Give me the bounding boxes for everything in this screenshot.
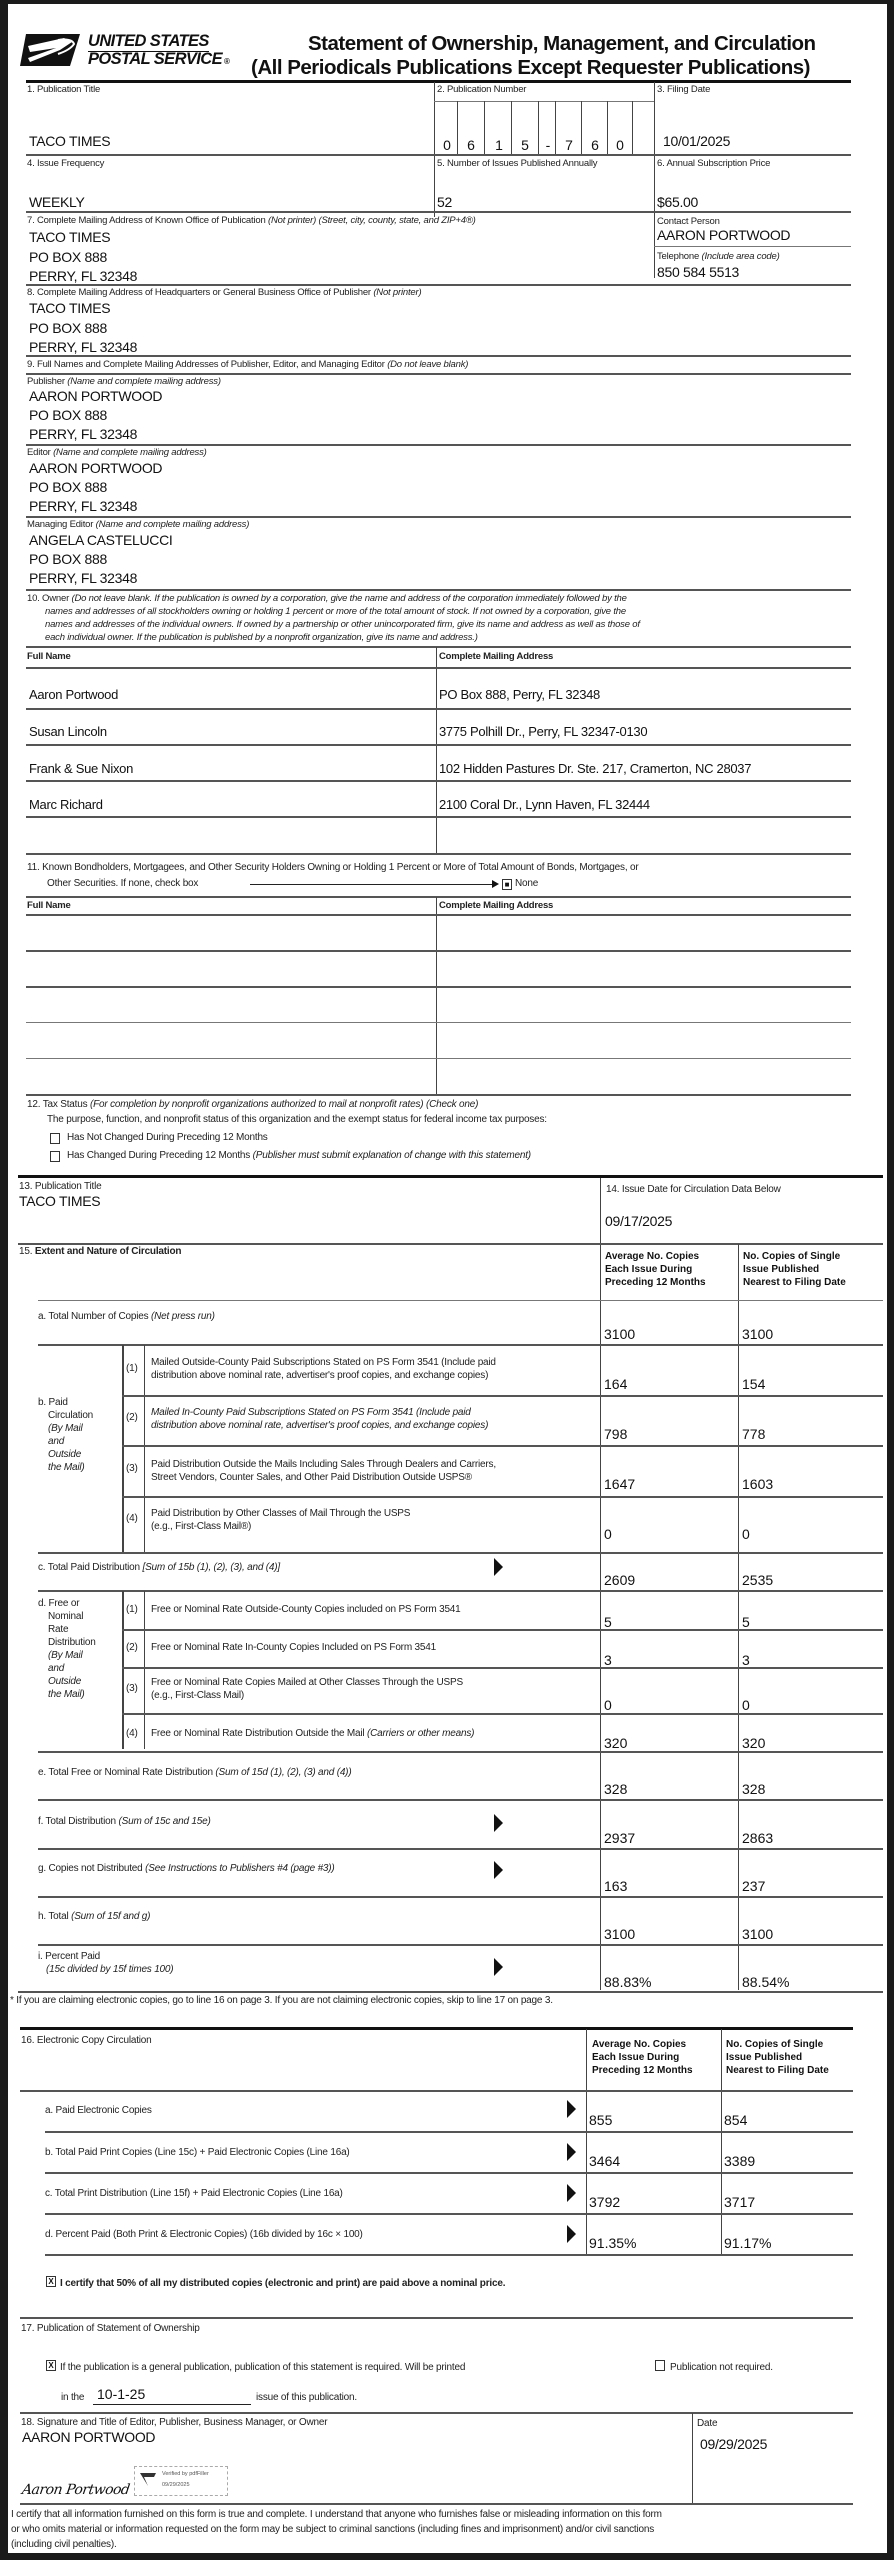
- s16d-avg: 91.35%: [589, 2235, 637, 2251]
- arrow-right-icon: [494, 1558, 503, 1576]
- divider: [26, 444, 851, 446]
- 15f-avg: 2937: [604, 1830, 636, 1846]
- digit-divider: [632, 101, 633, 154]
- logo-text-line1: UNITED STATES: [88, 32, 209, 50]
- not-required-label: Publication not required.: [670, 2362, 773, 2373]
- divider: [20, 2090, 853, 2092]
- digit-divider: [581, 101, 582, 154]
- date-value: 09/29/2025: [700, 2436, 768, 2452]
- divider: [26, 1094, 851, 1096]
- divider: [26, 780, 851, 782]
- s16a-single: 854: [724, 2112, 748, 2128]
- contact-value: AARON PORTWOOD: [657, 227, 791, 243]
- 15d-group-label: d. Free or Nominal Rate Distribution (By Mail and Outside the Mail): [38, 1598, 96, 1700]
- divider: [586, 2029, 587, 2256]
- 15b2-num: (2): [126, 1412, 138, 1423]
- divider: [38, 1590, 883, 1592]
- f5-value: 52: [437, 194, 452, 210]
- divider: [26, 154, 851, 156]
- divider: [738, 1244, 739, 1990]
- s16b-avg: 3464: [589, 2153, 621, 2169]
- none-checkbox[interactable]: ■: [502, 879, 512, 890]
- 15d2-text: Free or Nominal Rate In-County Copies Included on PS Form 3541: [151, 1642, 436, 1653]
- row-15i-label: i. Percent Paid (15c divided by 15f times 100): [38, 1951, 174, 1975]
- s14-label: 14. Issue Date for Circulation Data Below: [606, 1184, 781, 1195]
- arrow-right-icon: [567, 2143, 576, 2161]
- divider: [38, 1896, 883, 1898]
- f7-line: PERRY, FL 32348: [29, 268, 138, 284]
- 15h-single: 3100: [742, 1926, 774, 1942]
- publisher-label: Publisher (Name and complete mailing address): [27, 376, 221, 387]
- owner-instructions: each individual owner. If the publication is published by a nonprofit organization, give its name and address.): [45, 632, 478, 643]
- pub-digit: 6: [467, 137, 475, 153]
- owner-address: 2100 Coral Dr., Lynn Haven, FL 32444: [439, 797, 650, 812]
- digit-divider: [511, 101, 512, 154]
- divider: [26, 373, 851, 375]
- f8-line: PO BOX 888: [29, 320, 107, 336]
- divider: [654, 82, 655, 278]
- editor-label: Editor (Name and complete mailing address): [27, 447, 207, 458]
- divider: [20, 2317, 853, 2319]
- bond-col-address: Complete Mailing Address: [439, 900, 554, 911]
- row-15a-label: a. Total Number of Copies (Net press run): [38, 1311, 215, 1322]
- pub-digit: 0: [616, 137, 624, 153]
- divider: [38, 1944, 883, 1946]
- owner-col-name: Full Name: [27, 651, 71, 662]
- date-label: Date: [697, 2418, 718, 2429]
- s16-col-single-header: No. Copies of Single Issue Published Nearest to Filing Date: [726, 2039, 829, 2076]
- section-rule: [18, 1175, 883, 1178]
- arrow-right-icon: [567, 2100, 576, 2118]
- 15b2-avg: 798: [604, 1426, 628, 1442]
- divider: [38, 1344, 883, 1346]
- 15i-single: 88.54%: [742, 1974, 790, 1990]
- divider: [20, 2503, 853, 2505]
- 15b2-single: 778: [742, 1426, 766, 1442]
- f3-value: 10/01/2025: [663, 133, 731, 149]
- 15a-single: 3100: [742, 1326, 774, 1342]
- divider: [26, 816, 851, 818]
- electronic-footnote: * If you are claiming electronic copies, go to line 16 on page 3. If you are not claiming electronic copies, skip to line 17 on page 3.: [10, 1995, 553, 2006]
- pub-digit: 0: [443, 137, 451, 153]
- divider: [38, 1848, 883, 1850]
- divider: [18, 1243, 883, 1245]
- pub-digit: 1: [495, 137, 503, 153]
- owner-address: PO Box 888, Perry, FL 32348: [439, 687, 600, 702]
- divider: [26, 646, 851, 648]
- arrow-right-icon: [567, 2184, 576, 2202]
- 15d2-avg: 3: [604, 1652, 612, 1668]
- 15d3-text: Free or Nominal Rate Copies Mailed at Other Classes Through the USPS (e.g., First-Class Mail): [151, 1677, 463, 1701]
- 15d3-num: (3): [126, 1683, 138, 1694]
- divider: [26, 708, 851, 710]
- f6-label: 6. Annual Subscription Price: [657, 158, 771, 169]
- certify-label: I certify that 50% of all my distributed copies (electronic and print) are paid above a nominal price.: [60, 2278, 506, 2289]
- pdffiller-logo-icon: [140, 2473, 156, 2487]
- required-checkbox[interactable]: X: [46, 2360, 56, 2371]
- f9-label: 9. Full Names and Complete Mailing Addresses of Publisher, Editor, and Managing Editor (Do not leave blank): [27, 359, 469, 370]
- managing-editor-line: PERRY, FL 32348: [29, 570, 138, 586]
- 15d3-avg: 0: [604, 1697, 612, 1713]
- managing-editor-line: ANGELA CASTELUCCI: [29, 532, 173, 548]
- issue-suffix: issue of this publication.: [256, 2392, 357, 2403]
- owner-address: 3775 Polhill Dr., Perry, FL 32347-0130: [439, 724, 648, 739]
- row-15h-label: h. Total (Sum of 15f and g): [38, 1911, 151, 1922]
- s13-label: 13. Publication Title: [19, 1181, 102, 1192]
- 15b3-single: 1603: [742, 1476, 774, 1492]
- 15e-avg: 328: [604, 1781, 628, 1797]
- 15d4-avg: 320: [604, 1735, 628, 1751]
- divider: [436, 647, 437, 854]
- owner-instructions: names and addresses of the individual owners. If owned by a partnership or other unincorporated firm, give its name and address as well as those of: [45, 619, 640, 630]
- divider: [45, 2172, 853, 2174]
- s17-label: 17. Publication of Statement of Ownership: [21, 2323, 200, 2334]
- logo-text-line2: POSTAL SERVICE ®: [88, 50, 230, 68]
- 15e-single: 328: [742, 1781, 766, 1797]
- divider: [26, 744, 851, 746]
- arrow-right-icon: [494, 1861, 503, 1879]
- f8-line: PERRY, FL 32348: [29, 339, 138, 355]
- certification-text: I certify that all information furnished on this form is true and complete. I understand that anyone who furnishes false or misleading information on this form or who omits material or information requested on the form may be subject to criminal sanctions (including fines and imprisonment) and/or civil sanctions (including civil penalties).: [11, 2509, 662, 2550]
- none-label: None: [515, 878, 539, 889]
- header-rule: [26, 80, 851, 83]
- publisher-line: PERRY, FL 32348: [29, 426, 138, 442]
- divider: [26, 914, 851, 916]
- eagle-icon: [20, 32, 82, 68]
- s18-label: 18. Signature and Title of Editor, Publisher, Business Manager, or Owner: [21, 2417, 328, 2428]
- usps-logo: [20, 30, 230, 70]
- divider: [26, 986, 851, 988]
- digit-divider: [555, 101, 556, 154]
- pub-digit: 5: [521, 137, 529, 153]
- 15d1-avg: 5: [604, 1614, 612, 1630]
- 15h-avg: 3100: [604, 1926, 636, 1942]
- arrow-head-icon: [492, 880, 499, 888]
- editor-line: PERRY, FL 32348: [29, 498, 138, 514]
- row-15f-label: f. Total Distribution (Sum of 15c and 15e): [38, 1816, 211, 1827]
- section-rule: [20, 2027, 853, 2030]
- 15g-avg: 163: [604, 1878, 628, 1894]
- owner-name: Marc Richard: [29, 797, 103, 812]
- divider: [26, 1022, 851, 1023]
- s16c-label: c. Total Print Distribution (Line 15f) + Paid Electronic Copies (Line 16a): [45, 2188, 343, 2199]
- row-15e-label: e. Total Free or Nominal Rate Distribution (Sum of 15d (1), (2), (3) and (4)): [38, 1767, 352, 1778]
- tax-changed-label: Has Changed During Preceding 12 Months (Publisher must submit explanation of change with this statement): [67, 1150, 531, 1161]
- divider: [26, 1058, 851, 1059]
- 15b1-text: Mailed Outside-County Paid Subscriptions Stated on PS Form 3541 (Include paid distribution above nominal rate, advertiser's proof copies, and exchange copies): [151, 1357, 496, 1381]
- 15d3-single: 0: [742, 1697, 750, 1713]
- divider: [144, 1591, 145, 1749]
- 15b3-avg: 1647: [604, 1476, 636, 1492]
- form-page: [8, 4, 887, 2553]
- s16-label: 16. Electronic Copy Circulation: [21, 2035, 152, 2046]
- divider: [38, 1799, 883, 1801]
- divider: [26, 950, 851, 952]
- divider: [26, 211, 851, 213]
- divider: [26, 516, 851, 518]
- pub-digit: 6: [591, 137, 599, 153]
- arrow-right-icon: [494, 1814, 503, 1832]
- divider: [26, 284, 851, 286]
- bond-col-name: Full Name: [27, 900, 71, 911]
- publisher-line: PO BOX 888: [29, 407, 107, 423]
- divider: [122, 1345, 124, 1553]
- divider: [26, 896, 851, 898]
- divider: [38, 1751, 883, 1753]
- contact-label: Contact Person: [657, 216, 720, 227]
- divider: [18, 1991, 883, 1993]
- f7-label: 7. Complete Mailing Address of Known Office of Publication (Not printer) (Street, city, county, state, and ZIP+4®): [27, 215, 476, 226]
- owner-instructions: names and addresses of all stockholders owning or holding 1 percent or more of the total amount of stock. If not owned by a corporation, give the: [45, 606, 626, 617]
- 15d4-text: Free or Nominal Rate Distribution Outside the Mail (Carriers or other means): [151, 1728, 475, 1739]
- f8-label: 8. Complete Mailing Address of Headquarters or General Business Office of Publisher (Not printer): [27, 287, 422, 298]
- 15a-avg: 3100: [604, 1326, 636, 1342]
- s16-col-avg-header: Average No. Copies Each Issue During Preceding 12 Months: [592, 2039, 693, 2076]
- 15b2-text: Mailed In-County Paid Subscriptions Stated on PS Form 3541 (Include paid distribution above nominal rate, advertiser's proof copies, and exchange copies): [151, 1407, 489, 1431]
- f2-label: 2. Publication Number: [437, 84, 527, 95]
- divider: [45, 2131, 853, 2133]
- f4-label: 4. Issue Frequency: [27, 158, 105, 169]
- col-avg-header: Average No. Copies Each Issue During Preceding 12 Months: [605, 1251, 706, 1288]
- digit-divider: [607, 101, 608, 154]
- divider: [122, 1591, 124, 1749]
- tax-not-changed-label: Has Not Changed During Preceding 12 Months: [67, 1132, 268, 1143]
- signature-script: Aaron Portwood: [20, 2482, 131, 2498]
- 15d1-single: 5: [742, 1614, 750, 1630]
- 15b4-num: (4): [126, 1513, 138, 1524]
- 15d4-single: 320: [742, 1735, 766, 1751]
- signer-name: AARON PORTWOOD: [22, 2429, 156, 2445]
- 15b4-text: Paid Distribution by Other Classes of Mail Through the USPS (e.g., First-Class Mail®): [151, 1508, 411, 1532]
- arrow-right-icon: [567, 2225, 576, 2243]
- 15d2-single: 3: [742, 1652, 750, 1668]
- f7-line: TACO TIMES: [29, 229, 111, 245]
- pub-digit: 7: [565, 137, 573, 153]
- s16c-avg: 3792: [589, 2194, 621, 2210]
- in-the-label: in the: [61, 2392, 85, 2403]
- divider: [144, 1345, 145, 1553]
- f6-value: $65.00: [657, 194, 699, 210]
- 15f-single: 2863: [742, 1830, 774, 1846]
- row-15c-label: c. Total Paid Distribution [Sum of 15b (1), (2), (3), and (4)]: [38, 1562, 280, 1573]
- divider: [38, 1552, 883, 1554]
- s16d-single: 91.17%: [724, 2235, 772, 2251]
- tax-not-changed-checkbox[interactable]: [50, 1133, 60, 1144]
- divider: [122, 1713, 883, 1715]
- 15b3-text: Paid Distribution Outside the Mails Including Sales Through Dealers and Carriers, Street Vendors, Counter Sales, and Other Paid Distribution Outside USPS®: [151, 1459, 496, 1483]
- divider: [26, 355, 851, 357]
- 15b4-avg: 0: [604, 1526, 612, 1542]
- tax-changed-checkbox[interactable]: [50, 1151, 60, 1162]
- arrow-right-icon: [494, 1958, 503, 1976]
- f3-label: 3. Filing Date: [657, 84, 711, 95]
- owner-col-address: Complete Mailing Address: [439, 651, 554, 662]
- divider: [122, 1667, 883, 1669]
- divider: [122, 1629, 883, 1631]
- owner-name: Aaron Portwood: [29, 687, 119, 702]
- s16a-label: a. Paid Electronic Copies: [45, 2105, 152, 2116]
- form-title-line2: (All Periodicals Publications Except Requester Publications): [251, 56, 810, 79]
- 15b-group-label: b. Paid Circulation (By Mail and Outside the Mail): [38, 1397, 94, 1473]
- publication-number-boxes: [434, 101, 654, 154]
- 15b1-avg: 164: [604, 1376, 628, 1392]
- divider: [122, 1496, 883, 1498]
- 15i-avg: 88.83%: [604, 1974, 652, 1990]
- phone-label: Telephone (Include area code): [657, 251, 780, 262]
- owner-address: 102 Hidden Pastures Dr. Ste. 217, Cramerton, NC 28037: [439, 761, 752, 776]
- 15d1-num: (1): [126, 1604, 138, 1615]
- col-single-header: No. Copies of Single Issue Published Nearest to Filing Date: [743, 1251, 846, 1288]
- digit-divider: [484, 101, 485, 154]
- editor-line: PO BOX 888: [29, 479, 107, 495]
- s15-label: 15. Extent and Nature of Circulation: [19, 1246, 182, 1257]
- divider: [20, 2412, 853, 2414]
- digit-divider: [538, 101, 539, 154]
- divider: [721, 2029, 722, 2256]
- issue-input[interactable]: 10-1-25: [93, 2384, 251, 2405]
- f8-line: TACO TIMES: [29, 300, 111, 316]
- tax-status-label: 12. Tax Status (For completion by nonprofit organizations authorized to mail at nonprofit rates) (Check one): [27, 1099, 479, 1110]
- managing-editor-line: PO BOX 888: [29, 551, 107, 567]
- divider: [26, 667, 851, 669]
- pdffiller-stamp: Verified by pdfFiller 09/29/2025: [134, 2466, 228, 2496]
- bondholders-label: Other Securities. If none, check box: [47, 878, 199, 889]
- row-15g-label: g. Copies not Distributed (See Instructions to Publishers #4 (page #3)): [38, 1863, 335, 1874]
- s16d-label: d. Percent Paid (Both Print & Electronic Copies) (16b divided by 16c × 100): [45, 2229, 363, 2240]
- 15b1-num: (1): [126, 1363, 138, 1374]
- 15c-avg: 2609: [604, 1572, 636, 1588]
- f1-label: 1. Publication Title: [27, 84, 101, 95]
- f7-line: PO BOX 888: [29, 249, 107, 265]
- phone-value: 850 584 5513: [657, 264, 740, 280]
- 15b1-single: 154: [742, 1376, 766, 1392]
- managing-editor-label: Managing Editor (Name and complete mailing address): [27, 519, 250, 530]
- 15b3-num: (3): [126, 1463, 138, 1474]
- s16a-avg: 855: [589, 2112, 613, 2128]
- publisher-line: AARON PORTWOOD: [29, 388, 163, 404]
- tax-status-desc: The purpose, function, and nonprofit status of this organization and the exempt status for federal income tax purposes:: [47, 1114, 547, 1125]
- digit-divider: [457, 101, 458, 154]
- owner-label: 10. Owner (Do not leave blank. If the publication is owned by a corporation, give the name and address of the corporation immediately followed by the: [27, 593, 627, 604]
- required-label: If the publication is a general publication, publication of this statement is required. Will be printed: [60, 2362, 466, 2373]
- not-required-checkbox[interactable]: [655, 2360, 665, 2371]
- pub-digit: -: [545, 137, 551, 153]
- owner-name: Susan Lincoln: [29, 724, 107, 739]
- divider: [122, 1445, 883, 1447]
- divider: [654, 246, 851, 247]
- s16c-single: 3717: [724, 2194, 756, 2210]
- f5-label: 5. Number of Issues Published Annually: [437, 158, 598, 169]
- editor-line: AARON PORTWOOD: [29, 460, 163, 476]
- s13-value: TACO TIMES: [19, 1193, 101, 1209]
- divider: [436, 897, 437, 1094]
- divider: [38, 1300, 883, 1301]
- 15d1-text: Free or Nominal Rate Outside-County Copies included on PS Form 3541: [151, 1604, 461, 1615]
- divider: [45, 2213, 853, 2215]
- bondholders-label: 11. Known Bondholders, Mortgagees, and Other Security Holders Owning or Holding 1 Percent or More of Total Amount of Bonds, Mortgages, or: [27, 862, 639, 873]
- certify-checkbox[interactable]: X: [46, 2276, 56, 2287]
- 15d4-num: (4): [126, 1728, 138, 1739]
- 15d2-num: (2): [126, 1642, 138, 1653]
- divider: [692, 2413, 693, 2504]
- form-title-line1: Statement of Ownership, Management, and Circulation: [308, 32, 816, 55]
- 15c-single: 2535: [742, 1572, 774, 1588]
- s16b-single: 3389: [724, 2153, 756, 2169]
- divider: [122, 1395, 883, 1397]
- divider: [45, 2254, 853, 2256]
- f4-value: WEEKLY: [29, 194, 85, 210]
- s16b-label: b. Total Paid Print Copies (Line 15c) + Paid Electronic Copies (Line 16a): [45, 2147, 350, 2158]
- s14-value: 09/17/2025: [605, 1213, 673, 1229]
- owner-name: Frank & Sue Nixon: [29, 761, 134, 776]
- f1-value: TACO TIMES: [29, 133, 111, 149]
- 15b4-single: 0: [742, 1526, 750, 1542]
- 15g-single: 237: [742, 1878, 766, 1894]
- arrow-line: [250, 884, 492, 885]
- divider: [26, 853, 851, 855]
- divider: [26, 589, 851, 591]
